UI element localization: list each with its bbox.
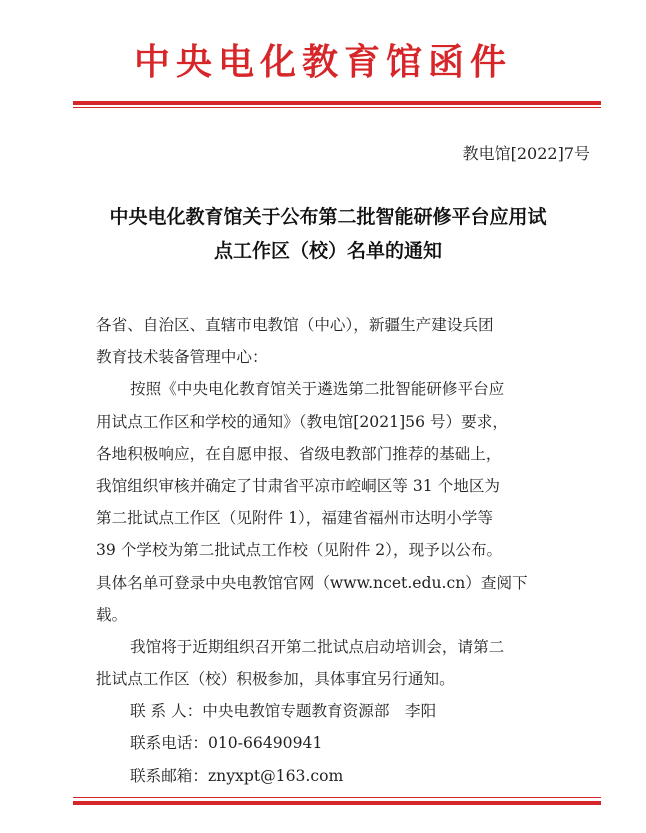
paragraph-line: 第二批试点工作区（见附件 1），福建省福州市达明小学等	[96, 509, 493, 528]
paragraph-line: 我馆组织审核并确定了甘肃省平凉市崆峒区等 31 个地区为	[96, 476, 501, 495]
paragraph-line: 具体名单可登录中央电教馆官网（www.ncet.edu.cn）查阅下	[96, 573, 528, 592]
header-rule-thick	[73, 101, 601, 105]
document-body	[96, 309, 570, 792]
paragraph-line: 批试点工作区（校）积极参加，具体事宜另行通知。	[96, 670, 455, 689]
salutation-line: 教育技术装备管理中心：	[96, 348, 268, 367]
salutation-line: 各省、自治区、直辖市电教馆（中心），新疆生产建设兵团	[96, 316, 494, 334]
paragraph-line: 用试点工作区和学校的通知》（教电馆[2021]56 号）要求，	[96, 412, 508, 431]
contact-phone: 联系电话：010-66490941	[130, 734, 323, 753]
contact-email: 联系邮箱：znyxpt@163.com	[130, 766, 344, 785]
header-rule-thin	[73, 107, 601, 108]
footer-rule-thick	[73, 801, 601, 805]
contact-person: 联 系 人：中央电教馆专题教育资源部 李阳	[130, 702, 437, 721]
document-title	[88, 200, 568, 268]
paragraph-line: 我馆将于近期组织召开第二批试点启动培训会，请第二	[130, 637, 505, 656]
paragraph-line: 按照《中央电化教育馆关于遴选第二批智能研修平台应	[130, 380, 505, 399]
paragraph-line: 各地积极响应，在自愿申报、省级电教部门推荐的基础上，	[96, 444, 502, 463]
document-title-line: 中央电化教育馆关于公布第二批智能研修平台应用试	[109, 206, 547, 228]
paragraph-line: 载。	[96, 605, 128, 624]
document-title-line: 点工作区（校）名单的通知	[213, 240, 442, 262]
letterhead-title: 中央电化教育馆函件	[133, 42, 512, 83]
footer-rule-thin	[73, 797, 601, 798]
paragraph-line: 39 个学校为第二批试点工作校（见附件 2），现予以公布。	[96, 541, 503, 560]
document-number: 教电馆[2022]7号	[462, 144, 590, 163]
